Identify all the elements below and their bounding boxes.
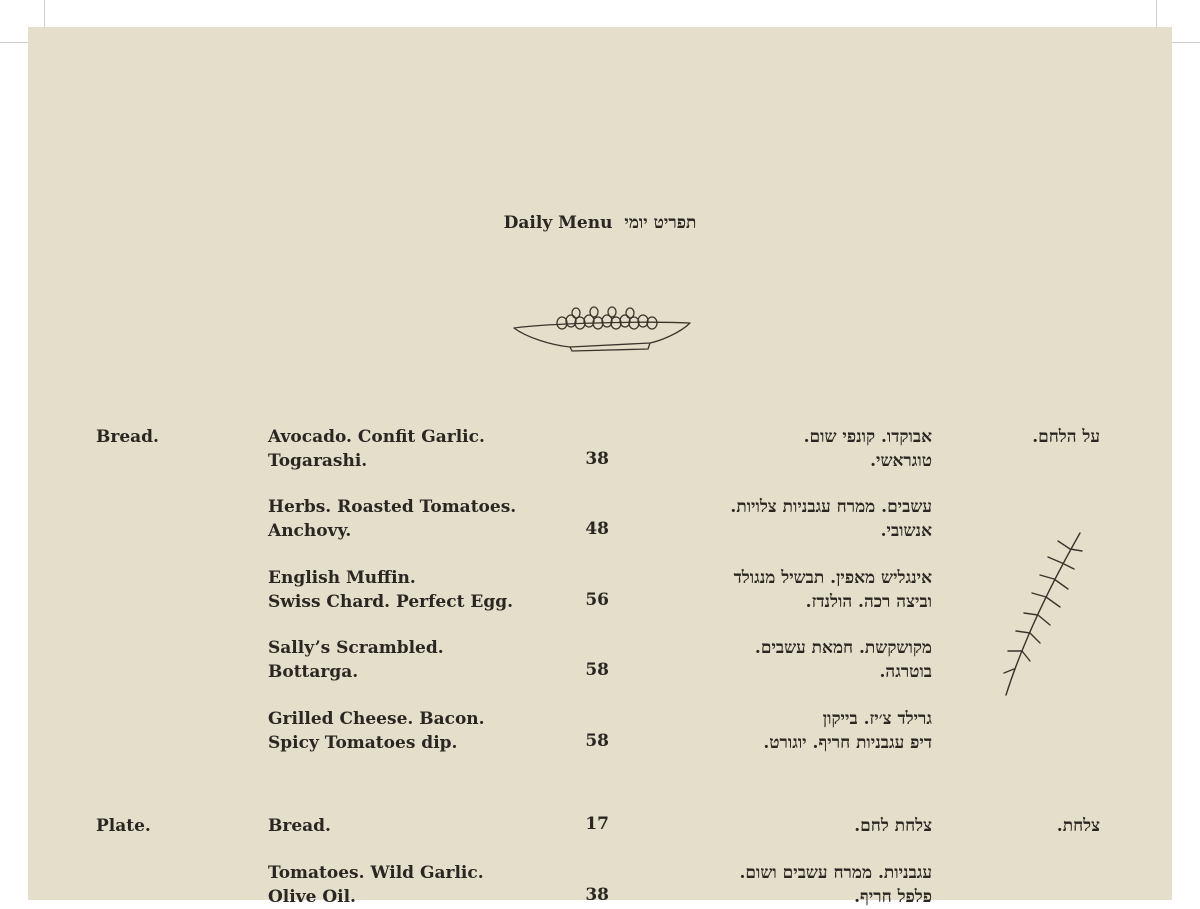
menu-item-line: Olive Oil. — [268, 887, 356, 907]
menu-item-line: דיפ עגבניות חריף. יוגורט. — [763, 733, 932, 753]
menu-item-line: וביצה רכה. הולנדז. — [805, 592, 932, 612]
menu-item-name-he — [804, 425, 932, 473]
menu-item-price: 17 — [585, 814, 609, 834]
section-label-bread-en: Bread. — [96, 427, 159, 447]
menu-item-name-en — [268, 495, 516, 543]
menu-item-line: עגבניות. ממרח עשבים ושום. — [739, 863, 932, 883]
menu-item-line: אבוקדו. קונפי שום. — [803, 427, 932, 447]
menu-item-line: פלפל חריף. — [854, 887, 932, 907]
menu-item-name-en — [268, 707, 485, 755]
menu-title — [28, 213, 1172, 233]
menu-item-name-he — [739, 861, 932, 909]
menu-item-line: גרילד צ׳יז. בייקון — [822, 709, 932, 729]
menu-item-line: Togarashi. — [268, 451, 368, 471]
section-label-plate-en: Plate. — [96, 816, 151, 836]
menu-item-line: אנשובי. — [880, 521, 932, 541]
menu-item-line: English Muffin. — [268, 568, 416, 588]
menu-item-line: Tomatoes. Wild Garlic. — [268, 863, 484, 883]
menu-item-line: Spicy Tomatoes dip. — [268, 733, 458, 753]
menu-item-line: Swiss Chard. Perfect Egg. — [268, 592, 514, 612]
crop-mark — [1156, 0, 1157, 27]
menu-item-name-en — [268, 425, 485, 473]
menu-item-line: טוגראשי. — [870, 451, 932, 471]
menu-item-line: מקושקשת. חמאת עשבים. — [754, 638, 932, 658]
section-label-plate-he: צלחת. — [1056, 816, 1100, 836]
menu-item-name-en — [268, 566, 513, 614]
crop-mark — [44, 0, 45, 27]
menu-item-name-he — [755, 636, 932, 684]
menu-item-line: בוטרגה. — [879, 662, 932, 682]
menu-item-name-en — [268, 636, 444, 684]
menu-title-english: Daily Menu — [503, 213, 613, 233]
menu-item-line: Grilled Cheese. Bacon. — [268, 709, 485, 729]
menu-item-name-en — [268, 814, 331, 838]
menu-item-price: 58 — [585, 731, 609, 751]
menu-item-name-he — [763, 707, 932, 755]
crop-mark — [0, 42, 28, 43]
menu-sheet — [28, 27, 1172, 907]
menu-item-line: Bread. — [268, 816, 331, 836]
menu-item-line: עשבים. ממרח עגבניות צלויות. — [730, 497, 932, 517]
crop-mark — [1172, 42, 1200, 43]
menu-item-price: 38 — [585, 449, 609, 469]
menu-item-line: Bottarga. — [268, 662, 359, 682]
menu-item-name-he — [734, 566, 932, 614]
menu-item-line: Avocado. Confit Garlic. — [268, 427, 485, 447]
menu-title-hebrew: תפריט יומי — [624, 213, 697, 233]
menu-item-price: 48 — [585, 519, 609, 539]
menu-item-line: Anchovy. — [268, 521, 352, 541]
menu-item-line: Herbs. Roasted Tomatoes. — [268, 497, 517, 517]
section-label-bread-he: על הלחם. — [1032, 427, 1100, 447]
menu-item-name-he — [730, 495, 932, 543]
menu-item-line: Sally’s Scrambled. — [268, 638, 444, 658]
herb-illustration — [998, 527, 1088, 702]
menu-item-price: 38 — [585, 885, 609, 905]
menu-item-name-he — [854, 814, 932, 838]
menu-item-price: 56 — [585, 590, 609, 610]
menu-item-line: צלחת לחם. — [854, 816, 932, 836]
menu-item-price: 58 — [585, 660, 609, 680]
plate-illustration — [510, 305, 694, 353]
menu-item-line: אינגליש מאפין. תבשיל מנגולד — [733, 568, 932, 588]
menu-item-name-en — [268, 861, 484, 909]
